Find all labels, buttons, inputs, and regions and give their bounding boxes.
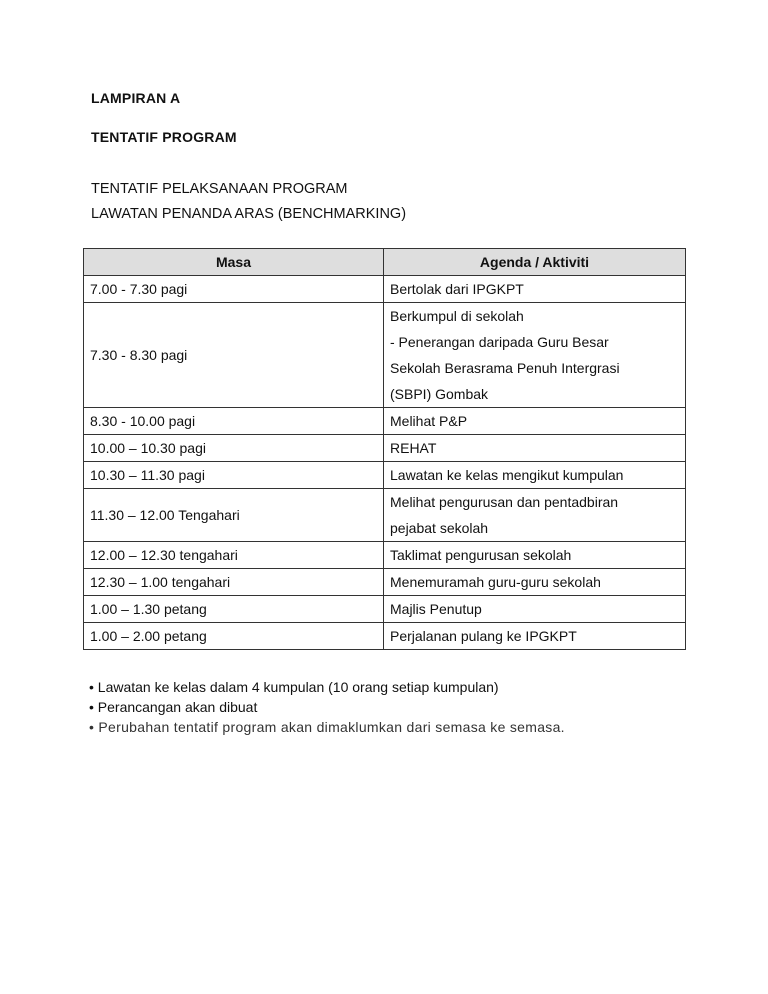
table-row: [84, 303, 686, 408]
masa-text: 12.30 – 1.00 tengahari: [90, 574, 231, 590]
agenda-line: Menemuramah guru-guru sekolah: [390, 574, 601, 590]
table-row: [84, 408, 686, 435]
masa-cell: [84, 542, 384, 569]
masa-text: 7.30 - 8.30 pagi: [90, 347, 188, 363]
agenda-line: Lawatan ke kelas mengikut kumpulan: [390, 467, 624, 483]
masa-text: 7.00 - 7.30 pagi: [90, 281, 188, 297]
agenda-line: Melihat P&P: [390, 413, 468, 429]
agenda-line: REHAT: [390, 440, 437, 456]
masa-text: 8.30 - 10.00 pagi: [90, 413, 196, 429]
masa-cell: [84, 596, 384, 623]
notes-list: [89, 677, 565, 737]
agenda-line: pejabat sekolah: [390, 520, 489, 536]
table-row: [84, 276, 686, 303]
agenda-cell: [384, 435, 686, 462]
agenda-cell: [384, 596, 686, 623]
agenda-cell: [384, 408, 686, 435]
masa-cell: [84, 303, 384, 408]
header-agenda: Agenda / Aktiviti: [384, 249, 686, 276]
masa-cell: [84, 435, 384, 462]
agenda-cell: [384, 569, 686, 596]
agenda-line: Berkumpul di sekolah: [390, 308, 524, 324]
agenda-cell: [384, 303, 686, 408]
agenda-line: Taklimat pengurusan sekolah: [390, 547, 572, 563]
agenda-cell: [384, 276, 686, 303]
lampiran-label: LAMPIRAN A: [91, 90, 181, 106]
masa-cell: [84, 623, 384, 650]
agenda-line: - Penerangan daripada Guru Besar: [390, 334, 609, 350]
agenda-cell: [384, 542, 686, 569]
table-row: [84, 435, 686, 462]
subtitle-program: TENTATIF PELAKSANAAN PROGRAM: [91, 181, 348, 197]
agenda-line: Bertolak dari IPGKPT: [390, 281, 524, 297]
agenda-line: Sekolah Berasrama Penuh Intergrasi: [390, 360, 620, 376]
table-row: [84, 542, 686, 569]
masa-cell: [84, 489, 384, 542]
note-item: • Perubahan tentatif program akan dimaklumkan dari semasa ke semasa.: [89, 719, 565, 735]
agenda-cell: [384, 489, 686, 542]
subtitle-benchmarking: LAWATAN PENANDA ARAS (BENCHMARKING): [91, 206, 407, 222]
schedule-table: [83, 248, 686, 650]
table-row: [84, 623, 686, 650]
note-item: • Lawatan ke kelas dalam 4 kumpulan (10 orang setiap kumpulan): [89, 679, 499, 695]
agenda-line: (SBPI) Gombak: [390, 386, 489, 402]
agenda-line: Melihat pengurusan dan pentadbiran: [390, 494, 619, 510]
masa-text: 12.00 – 12.30 tengahari: [90, 547, 238, 563]
agenda-line: Perjalanan pulang ke IPGKPT: [390, 628, 577, 644]
agenda-cell: [384, 623, 686, 650]
table-row: [84, 569, 686, 596]
masa-text: 10.30 – 11.30 pagi: [90, 467, 205, 483]
table-row: [84, 596, 686, 623]
masa-text: 1.00 – 1.30 petang: [90, 601, 207, 617]
masa-cell: [84, 408, 384, 435]
masa-cell: [84, 462, 384, 489]
header-masa: Masa: [84, 249, 384, 276]
table-header-row: [84, 249, 686, 276]
note-item: • Perancangan akan dibuat: [89, 699, 258, 715]
table-row: [84, 462, 686, 489]
masa-text: 10.00 – 10.30 pagi: [90, 440, 206, 456]
agenda-cell: [384, 462, 686, 489]
masa-cell: [84, 569, 384, 596]
agenda-line: Majlis Penutup: [390, 601, 482, 617]
document-title: TENTATIF PROGRAM: [91, 129, 237, 145]
masa-cell: [84, 276, 384, 303]
masa-text: 11.30 – 12.00 Tengahari: [90, 507, 240, 523]
masa-text: 1.00 – 2.00 petang: [90, 628, 207, 644]
table-row: [84, 489, 686, 542]
